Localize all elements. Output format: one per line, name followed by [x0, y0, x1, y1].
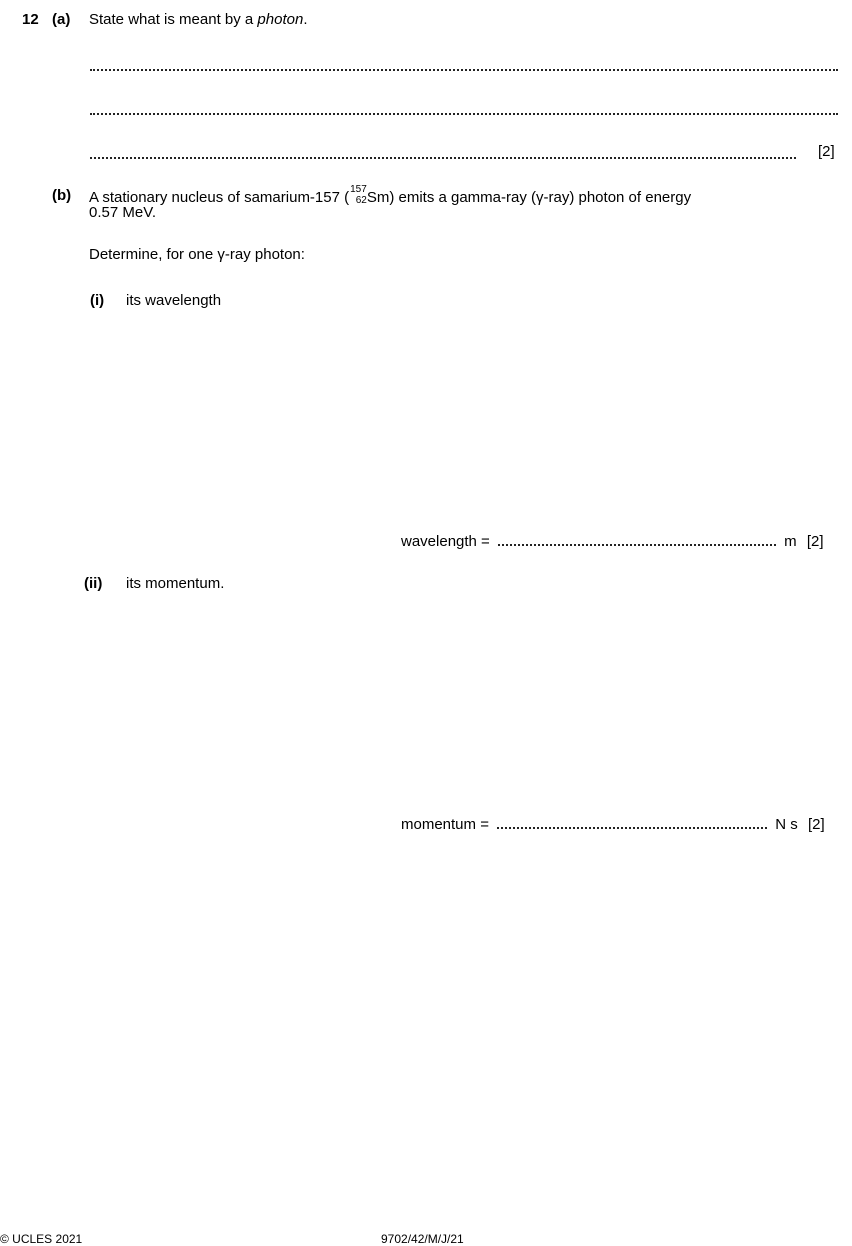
sub-ii-text: its momentum.: [126, 575, 225, 592]
part-a-text: State what is meant by a: [89, 11, 258, 28]
sub-i-marks: [2]: [806, 533, 824, 550]
part-a-period: .: [303, 11, 308, 28]
answer-line-1[interactable]: [90, 57, 838, 71]
part-a-prompt: [89, 11, 307, 28]
atomic-number: 62: [355, 195, 367, 206]
momentum-answer-row: [401, 815, 825, 833]
mass-number: 157: [350, 184, 367, 195]
sub-i-text: its wavelength: [126, 292, 222, 309]
momentum-answer-line[interactable]: [497, 815, 767, 829]
momentum-label: momentum =: [401, 816, 489, 833]
wavelength-answer-row: [401, 532, 824, 550]
momentum-unit: N s: [775, 816, 798, 833]
answer-line-2[interactable]: [90, 101, 838, 115]
wavelength-unit: m: [784, 533, 797, 550]
part-b-line-2: 0.57 MeV.: [89, 204, 156, 221]
footer-code: 9702/42/M/J/21: [381, 1232, 464, 1246]
part-b-text-2: ) emits a gamma-ray (γ-ray) photon of energy: [389, 188, 692, 206]
part-a-keyword: photon: [257, 11, 304, 28]
part-a-label: (a): [52, 11, 71, 28]
wavelength-label: wavelength =: [401, 533, 490, 550]
part-b-instruction: Determine, for one γ-ray photon:: [89, 246, 305, 263]
isotope-notation: [350, 184, 367, 206]
footer-copyright: © UCLES 2021: [0, 1232, 83, 1246]
part-a-marks: [2]: [818, 143, 835, 160]
part-b-line-1: [89, 184, 692, 209]
sub-ii-marks: [2]: [807, 816, 825, 833]
part-b-label: (b): [52, 187, 72, 204]
part-b-text-1: A stationary nucleus of samarium-157 (: [89, 188, 350, 206]
element-symbol: Sm: [366, 188, 390, 206]
wavelength-answer-line[interactable]: [498, 532, 776, 546]
answer-line-3[interactable]: [90, 145, 796, 159]
sub-i-label: (i): [90, 292, 105, 309]
question-number: 12: [22, 11, 39, 28]
sub-ii-label: (ii): [84, 575, 103, 592]
